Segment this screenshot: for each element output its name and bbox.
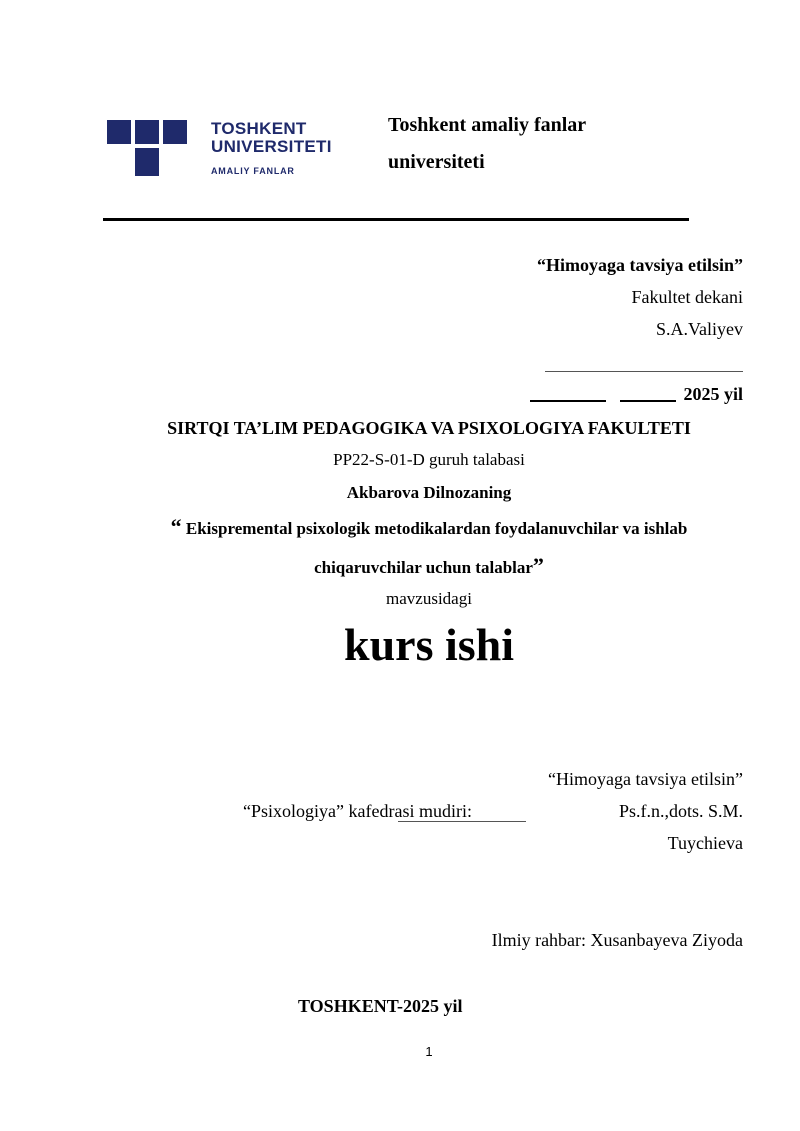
- department-head-label: “Psixologiya” kafedrasi mudiri:: [243, 801, 472, 821]
- student-name: Akbarova Dilnozaning: [346, 483, 512, 502]
- document-type-title: kurs ishi: [343, 619, 515, 670]
- logo-text-toshkent: TOSHKENT: [211, 119, 307, 138]
- group-line: PP22-S-01-D guruh talabasi: [333, 450, 525, 469]
- university-name-line2: universiteti: [388, 151, 485, 173]
- logo-text-universiteti: UNIVERSITETI: [211, 137, 332, 156]
- topic-line2: [0, 553, 800, 579]
- city-year: TOSHKENT-2025 yil: [298, 996, 463, 1016]
- topic-line1: [0, 514, 800, 540]
- faculty-name: SIRTQI TA’LIM PEDAGOGIKA VA PSIXOLOGIYA FAKULTETI: [167, 418, 691, 438]
- topic-text-line2: chiqaruvchilar uchun talablar: [314, 558, 533, 577]
- logo-text-amaliy-fanlar: AMALIY FANLAR: [211, 166, 295, 176]
- approval-title: “Himoyaga tavsiya etilsin”: [537, 255, 743, 275]
- supervisor-line: Ilmiy rahbar: Xusanbayeva Ziyoda: [491, 930, 743, 950]
- topic-close-quote: ”: [532, 553, 544, 578]
- department-head-name-line2: Tuychieva: [667, 833, 743, 853]
- topic-text-line1: Ekispremental psixologik metodikalardan foydalanuvchilar va ishlab: [185, 519, 688, 538]
- header-divider: [103, 218, 689, 221]
- date-blank-month: [620, 400, 676, 402]
- university-logo-icon: [107, 120, 187, 176]
- topic-open-quote: “: [170, 514, 182, 539]
- department-signature-line: [398, 821, 526, 822]
- page-number: 1: [425, 1044, 433, 1059]
- university-name-line1: Toshkent amaliy fanlar: [388, 114, 587, 136]
- approval-year: 2025 yil: [683, 384, 743, 404]
- mavzusidagi-line: mavzusidagi: [386, 589, 472, 608]
- approval-name: S.A.Valiyev: [656, 319, 743, 339]
- signature-line: [545, 371, 743, 372]
- department-recommend: “Himoyaga tavsiya etilsin”: [548, 769, 743, 789]
- date-blank-day: [530, 400, 606, 402]
- department-head-name-line1: Ps.f.n.,dots. S.M.: [618, 801, 743, 821]
- approval-position: Fakultet dekani: [631, 287, 743, 307]
